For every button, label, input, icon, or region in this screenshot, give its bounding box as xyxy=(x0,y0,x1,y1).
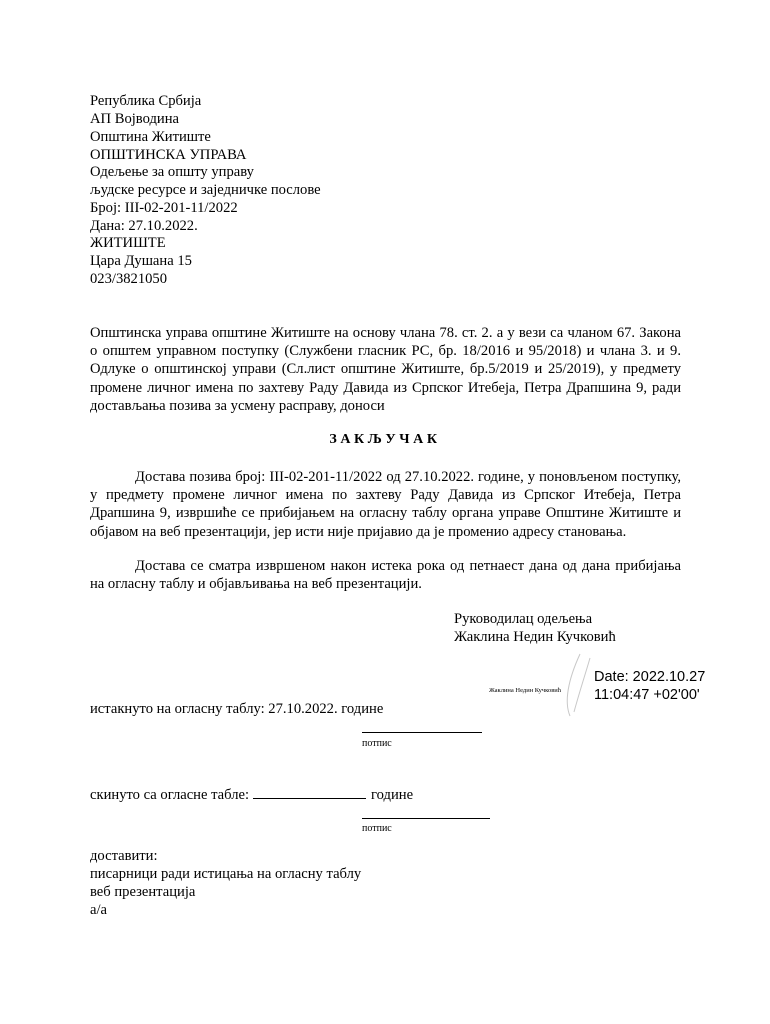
removed-suffix: године xyxy=(371,787,414,803)
signature-role: Руководилац одељења xyxy=(454,611,593,627)
header-department-cont: људске ресурсе и заједничке послове xyxy=(90,182,321,198)
delivery-item-web: веб презентација xyxy=(90,884,196,900)
signature-time: 11:04:47 +02'00' xyxy=(594,687,700,703)
header-phone: 023/3821050 xyxy=(90,271,168,287)
delivery-item-notice-board: писарници ради истицања на огласну таблу xyxy=(90,866,362,882)
header-administration: ОПШТИНСКА УПРАВА xyxy=(90,147,247,163)
header-city: ЖИТИШТЕ xyxy=(90,235,166,251)
digital-signer-name: Жаклина Недин Кучковић xyxy=(489,687,562,694)
header-municipality: Општина Житиште xyxy=(90,129,211,145)
signature-name: Жаклина Недин Кучковић xyxy=(454,629,616,645)
header-country: Република Србија xyxy=(90,93,202,109)
delivery-item-archive: а/а xyxy=(90,902,108,918)
header-date: Дана: 27.10.2022. xyxy=(90,218,198,234)
delivery-heading: доставити: xyxy=(90,848,158,864)
header-province: АП Војводина xyxy=(90,111,180,127)
signature-label-2: потпис xyxy=(362,823,392,834)
body-paragraph-1: Достава позива број: III-02-201-11/2022 од 27.10.2022. године, у поновљеном поступку, у предмету промене личног имена по захтеву Раду Давида из Српског Итебеја, Петра Драпшина 9, извршиће се прибијањем на огласну таблу органа управе Општине Житиште и објавом на веб презентацији, јер исти није пријавио да је променио адресу становања. xyxy=(90,469,681,540)
intro-paragraph: Општинска управа општине Житиште на основу члана 78. ст. 2. а у вези са чланом 67. Закона о општем управном поступку (Службени гласник РС, бр. 18/2016 и 95/2018) и члана 3. и 9. Одлуке о општинској управи (Сл.лист општине Житиште, бр.5/2019 и 25/2019), у предмету промене личног имена по захтеву Раду Давида из Српског Итебеја, Петра Драпшина 9, ради достављања позива за усмену расправу, доноси xyxy=(90,325,681,414)
signature-line-2 xyxy=(362,818,490,819)
removed-from-board xyxy=(90,786,413,805)
document-title: ЗАКЉУЧАК xyxy=(329,432,441,447)
header-number: Број: III-02-201-11/2022 xyxy=(90,200,238,216)
posted-on-board: истакнуто на огласну таблу: 27.10.2022. године xyxy=(90,701,384,717)
signature-date: Date: 2022.10.27 xyxy=(594,669,706,685)
signature-label-1: потпис xyxy=(362,738,392,749)
removed-date-blank xyxy=(253,786,366,799)
removed-prefix: скинуто са огласне табле: xyxy=(90,787,250,803)
signature-line-1 xyxy=(362,732,482,733)
body-paragraph-2: Достава се сматра извршеном након истека рока од петнаест дана од дана прибијања на огласну таблу и објављивања на веб презентацији. xyxy=(90,558,681,593)
header-address: Цара Душана 15 xyxy=(90,253,192,269)
header-department: Одељење за општу управу xyxy=(90,164,254,180)
